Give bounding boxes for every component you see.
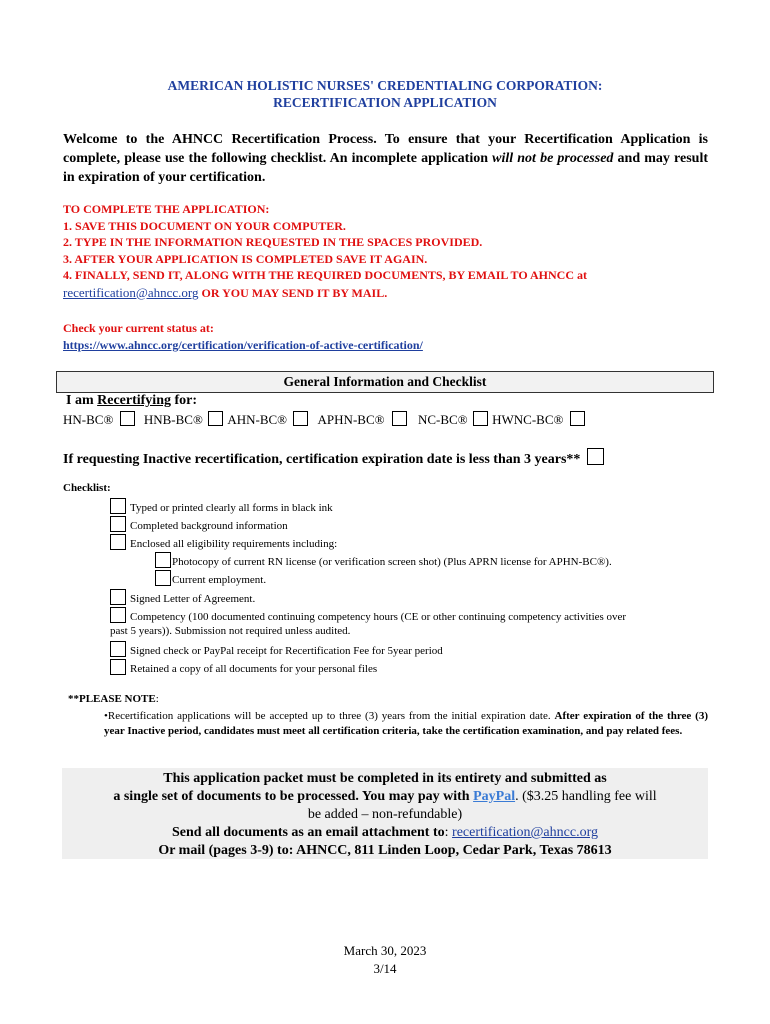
checklist-item-5-checkbox[interactable] (110, 607, 126, 623)
submission-line-2-bold: a single set of documents to be processed. You may pay with (113, 789, 474, 804)
submission-line-2-tail: . ($3.25 handling fee will (515, 789, 657, 804)
cert-nc-bc-checkbox[interactable] (473, 411, 488, 426)
cert-hnb-bc-checkbox[interactable] (208, 411, 223, 426)
inactive-question: If requesting Inactive recertification, certification expiration date is less than 3 years** (63, 452, 581, 467)
recert-prefix: I am (66, 393, 98, 408)
checklist-sub-1-label: Photocopy of current RN license (or verification screen shot) (Plus APRN license for APHN-BC®). (172, 556, 612, 568)
submission-line-4-colon: : (444, 825, 453, 840)
note-text-regular: Recertification applications will be accepted up to three (3) years from the initial expiration date. (107, 710, 555, 722)
submission-line-2 (62, 788, 708, 806)
checklist-item-4-checkbox[interactable] (110, 589, 126, 605)
checklist-sub-1 (155, 552, 612, 568)
checklist-sub-2-label: Current employment. (172, 574, 267, 586)
checklist-item-3-label: Enclosed all eligibility requirements including: (130, 538, 338, 550)
checklist-item-7-checkbox[interactable] (110, 659, 126, 675)
inactive-row (63, 448, 604, 468)
checklist-item-6-label: Signed check or PayPal receipt for Recertification Fee for 5year period (130, 645, 443, 657)
inactive-checkbox[interactable] (587, 448, 604, 465)
checklist-item-4-label: Signed Letter of Agreement. (130, 593, 256, 605)
cert-ahn-bc-label: AHN-BC® (227, 412, 288, 427)
cert-options (63, 411, 585, 428)
email-link[interactable]: recertification@ahncc.org (63, 284, 199, 300)
submission-line-4 (62, 824, 708, 842)
checklist-sub-2-checkbox[interactable] (155, 570, 171, 586)
submission-email-link[interactable]: recertification@ahncc.org (452, 825, 598, 840)
note-bullet: • (104, 710, 108, 722)
checklist-item-3 (110, 534, 337, 550)
checklist-item-4 (110, 589, 255, 605)
instruction-step-4: 4. FINALLY, SEND IT, ALONG WITH THE REQUIRED DOCUMENTS, BY EMAIL TO AHNCC at (63, 268, 588, 282)
recert-underlined: Recertifying (97, 393, 171, 408)
checklist-item-1 (110, 498, 333, 514)
intro-text-2: and may result in expiration of your certification. (63, 151, 709, 185)
intro-italic: will not be processed (492, 151, 614, 166)
cert-hn-bc-checkbox[interactable] (120, 411, 135, 426)
submission-line-3: be added – non-refundable) (307, 807, 463, 822)
checklist-item-2-checkbox[interactable] (110, 516, 126, 532)
checklist-item-5-cont: past 5 years)). Submission not required unless audited. (110, 625, 351, 637)
instructions-block (63, 201, 723, 301)
checklist-item-6-checkbox[interactable] (110, 641, 126, 657)
checklist-item-1-checkbox[interactable] (110, 498, 126, 514)
paypal-link[interactable]: PayPal (473, 789, 516, 804)
instruction-step-4-tail: OR YOU MAY SEND IT BY MAIL. (198, 285, 388, 300)
instruction-step-2: 2. TYPE IN THE INFORMATION REQUESTED IN THE SPACES PROVIDED. (63, 235, 483, 249)
checklist-item-7 (110, 659, 377, 675)
note-colon: : (155, 693, 159, 705)
intro-text-1: Welcome to the AHNCC Recertification Process. To ensure that your Recertification Application is complete, please use the following checklist. An incomplete application (63, 132, 708, 166)
cert-aphn-bc-checkbox[interactable] (392, 411, 407, 426)
recertifying-label (66, 393, 197, 409)
checklist-item-6 (110, 641, 443, 657)
checklist-item-2-label: Completed background information (130, 520, 288, 532)
submission-line-1: This application packet must be completed in its entirety and submitted as (163, 771, 607, 786)
checklist-item-3-checkbox[interactable] (110, 534, 126, 550)
checklist-item-7-label: Retained a copy of all documents for your personal files (130, 663, 378, 675)
cert-aphn-bc-label: APHN-BC® (317, 412, 385, 427)
checklist-item-5-label: Competency (100 documented continuing competency hours (CE or other continuing competency activities over (130, 611, 627, 623)
checklist-item-2 (110, 516, 288, 532)
submission-line-4-bold: Send all documents as an email attachment to (172, 825, 445, 840)
checklist-item-1-label: Typed or printed clearly all forms in black ink (130, 502, 333, 514)
intro-paragraph (63, 130, 708, 187)
checklist-item-5 (110, 607, 626, 623)
note-heading (68, 692, 159, 707)
general-info-header: General Information and Checklist (56, 371, 714, 393)
status-url-link[interactable]: https://www.ahncc.org/certification/verification-of-active-certification/ (63, 337, 423, 352)
cert-hnb-bc-label: HNB-BC® (143, 412, 203, 427)
status-label: Check your current status at: (63, 321, 214, 335)
recert-suffix: for: (170, 393, 198, 408)
checklist-label: Checklist: (63, 482, 111, 494)
instructions-heading: TO COMPLETE THE APPLICATION: (63, 202, 270, 216)
checklist-sub-1-checkbox[interactable] (155, 552, 171, 568)
checklist-sub-2 (155, 570, 266, 586)
document-subtitle: RECERTIFICATION APPLICATION (273, 95, 497, 110)
cert-nc-bc-label: NC-BC® (418, 412, 468, 427)
cert-hwnc-bc-checkbox[interactable] (570, 411, 585, 426)
footer-date: March 30, 2023 (343, 943, 427, 958)
instruction-step-1: 1. SAVE THIS DOCUMENT ON YOUR COMPUTER. (63, 218, 346, 233)
cert-hn-bc-label: HN-BC® (63, 412, 114, 427)
document-title: AMERICAN HOLISTIC NURSES' CREDENTIALING CORPORATION: (167, 78, 603, 93)
instruction-step-3: 3. AFTER YOUR APPLICATION IS COMPLETED SAVE IT AGAIN. (63, 251, 428, 266)
note-text-bold: After expiration of the three (3) year Inactive period, candidates must meet all certification criteria, take the certification examination, and pay related fees. (104, 710, 708, 737)
note-text (104, 709, 708, 739)
cert-ahn-bc-checkbox[interactable] (293, 411, 308, 426)
page-number: 3/14 (373, 961, 397, 976)
cert-hwnc-bc-label: HWNC-BC® (492, 412, 564, 427)
status-block (63, 320, 723, 353)
submission-line-5: Or mail (pages 3-9) to: AHNCC, 811 Linden Loop, Cedar Park, Texas 78613 (158, 843, 612, 858)
note-label: **PLEASE NOTE (68, 693, 156, 705)
